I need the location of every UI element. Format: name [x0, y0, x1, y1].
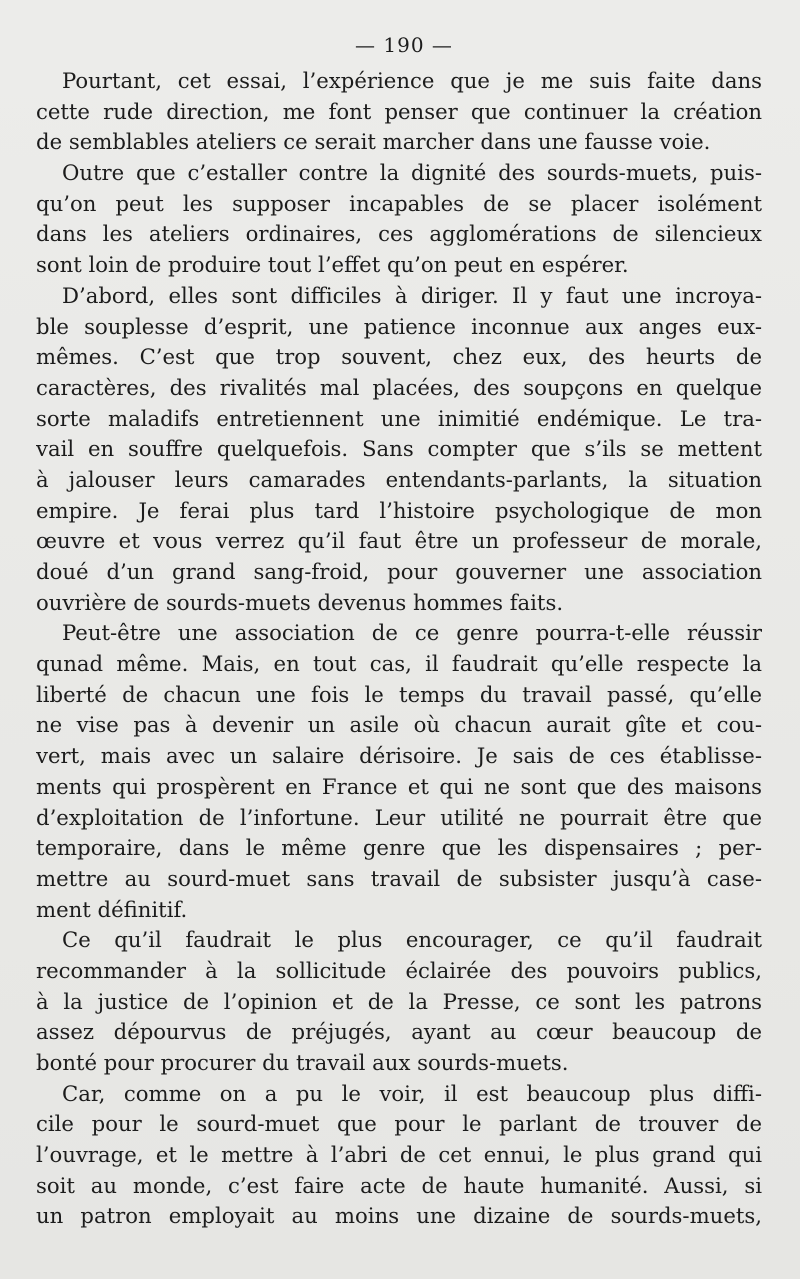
text-line: Car, comme on a pu le voir, il est beaucoup plus diffi-	[62, 1080, 762, 1106]
text-line: soit au monde, c’est faire acte de haute humanité. Aussi, si	[36, 1172, 762, 1198]
text-line: ment définitif.	[36, 896, 188, 922]
text-line: recommander à la sollicitude éclairée des pouvoirs publics,	[36, 957, 762, 983]
text-line: D’abord, elles sont difficiles à diriger. Il y faut une incroya-	[62, 282, 762, 308]
text-line: qunad même. Mais, en tout cas, il faudrait qu’elle respecte la	[36, 651, 762, 677]
paragraph	[36, 925, 762, 1078]
body-text	[36, 66, 762, 1232]
paragraph	[36, 618, 762, 925]
text-line: empire. Je ferai plus tard l’histoire psychologique de mon	[36, 497, 762, 523]
text-line: temporaire, dans le même genre que les dispensaires ; per-	[36, 835, 762, 861]
text-line: l’ouvrage, et le mettre à l’abri de cet ennui, le plus grand qui	[36, 1142, 762, 1168]
text-line: Ce qu’il faudrait le plus encourager, ce qu’il faudrait	[62, 927, 762, 953]
text-line: bonté pour procurer du travail aux sourds-muets.	[36, 1050, 569, 1075]
text-line: ne vise pas à devenir un asile où chacun aurait gîte et cou-	[36, 712, 762, 738]
text-line: cile pour le sourd-muet que pour le parlant de trouver de	[36, 1111, 762, 1137]
text-line: vail en souffre quelquefois. Sans compter que s’ils se mettent	[36, 436, 762, 462]
text-line: œuvre et vous verrez qu’il faut être un professeur de morale,	[36, 528, 762, 554]
text-line: de semblables ateliers ce serait marcher dans une fausse voie.	[36, 129, 711, 155]
paragraph	[36, 1079, 762, 1232]
text-line: liberté de chacun une fois le temps du travail passé, qu’elle	[36, 681, 762, 707]
paragraph	[36, 66, 762, 158]
text-line: un patron employait au moins une dizaine de sourds-muets,	[36, 1203, 762, 1229]
text-line: vert, mais avec un salaire dérisoire. Je sais de ces établisse-	[36, 743, 762, 769]
text-line: d’exploitation de l’infortune. Leur utilité ne pourrait être que	[36, 804, 762, 830]
text-line: à jalouser leurs camarades entendants-parlants, la situation	[36, 466, 762, 492]
text-line: qu’on peut les supposer incapables de se placer isolément	[36, 190, 762, 216]
text-line: Outre que c’estaller contre la dignité des sourds-muets, puis-	[62, 160, 762, 186]
text-line: ouvrière de sourds-muets devenus hommes faits.	[36, 589, 564, 615]
page-number: — 190 —	[355, 33, 453, 57]
text-line: mettre au sourd-muet sans travail de subsister jusqu’à case-	[36, 865, 762, 891]
text-line: mêmes. C’est que trop souvent, chez eux, des heurts de	[36, 344, 762, 370]
text-line: caractères, des rivalités mal placées, des soupçons en quelque	[36, 374, 762, 400]
text-line: Peut-être une association de ce genre pourra-t-elle réussir	[62, 620, 762, 646]
text-line: ble souplesse d’esprit, une patience inconnue aux anges eux-	[36, 313, 762, 339]
text-line: doué d’un grand sang-froid, pour gouverner une association	[36, 559, 762, 584]
text-line: Pourtant, cet essai, l’expérience que je me suis faite dans	[62, 68, 762, 93]
paragraph	[36, 158, 762, 281]
text-line: assez dépourvus de préjugés, ayant au cœur beaucoup de	[36, 1019, 762, 1045]
text-line: sorte maladifs entretiennent une inimitié endémique. Le tra-	[36, 405, 762, 431]
paragraph	[36, 281, 762, 619]
text-line: ments qui prospèrent en France et qui ne sont que des maisons	[36, 773, 762, 799]
text-line: dans les ateliers ordinaires, ces agglomérations de silencieux	[36, 221, 762, 247]
text-line: sont loin de produire tout l’effet qu’on peut en espérer.	[36, 252, 629, 278]
text-line: à la justice de l’opinion et de la Presse, ce sont les patrons	[36, 988, 762, 1014]
text-line: cette rude direction, me font penser que continuer la création	[36, 98, 762, 124]
